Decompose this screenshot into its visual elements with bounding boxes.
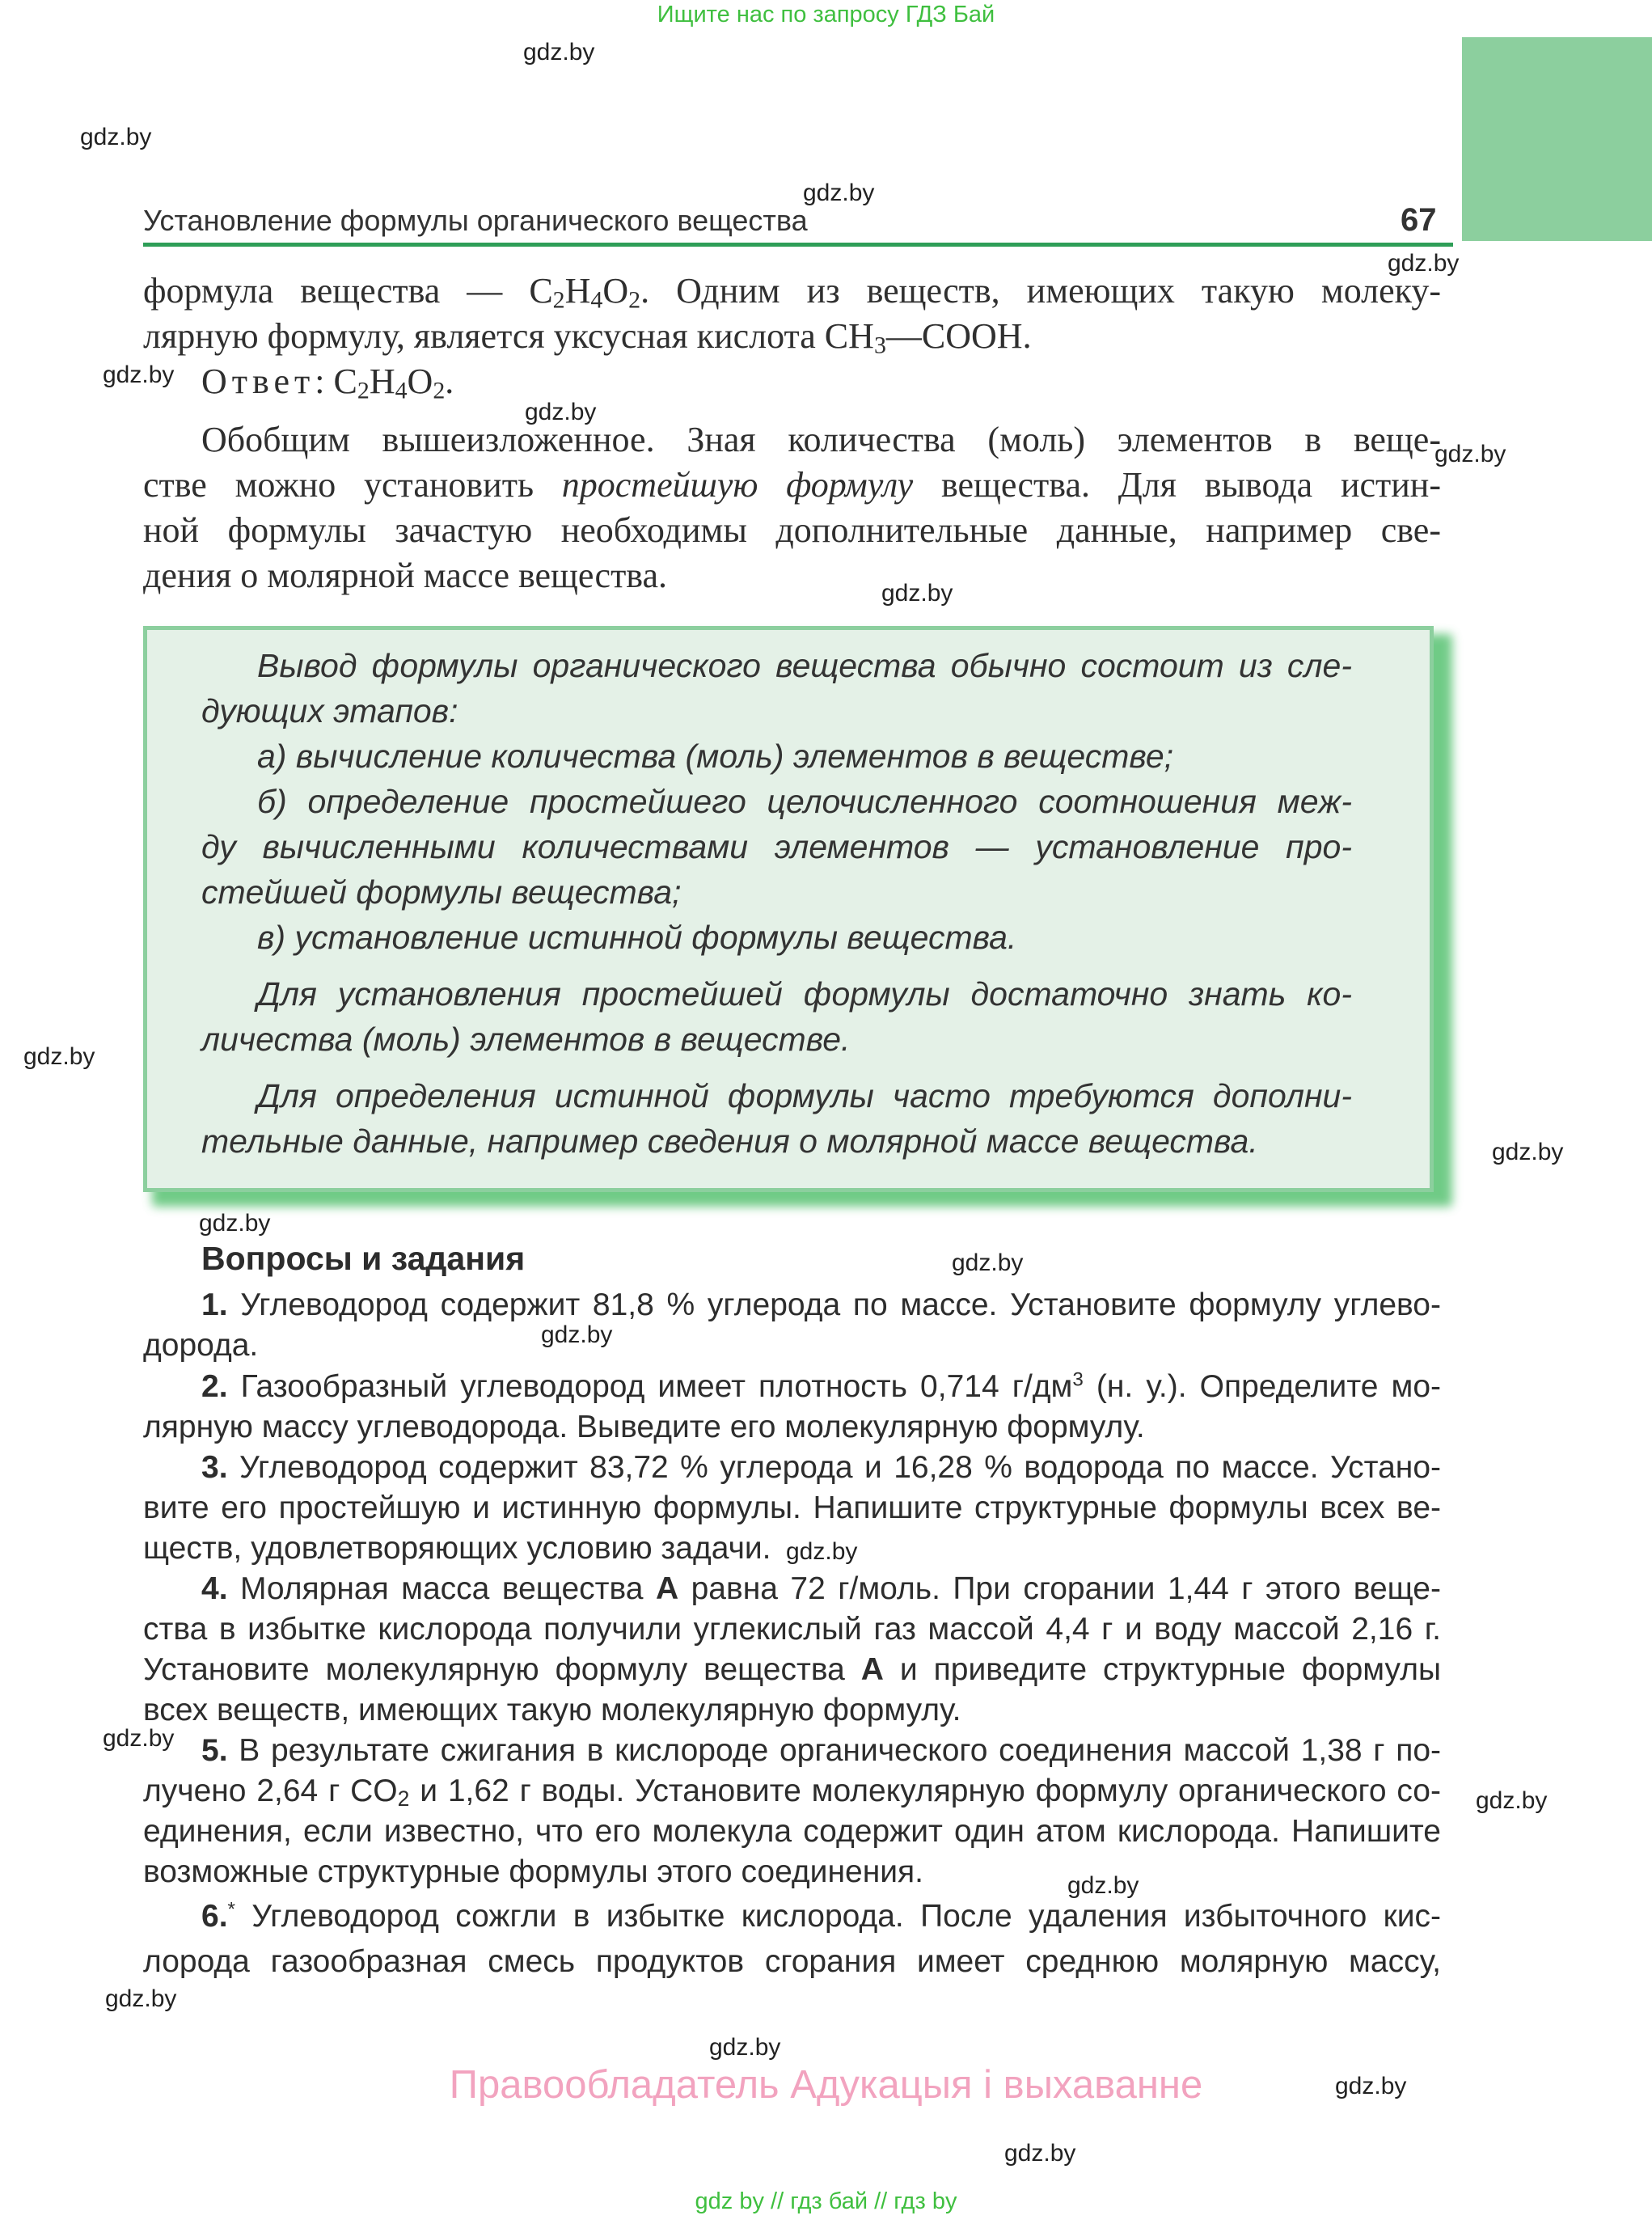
question-line: лорода газообразная смесь продуктов сгорания имеет среднюю молярную массу,	[143, 1944, 1441, 1979]
watermark: gdz.by	[541, 1321, 613, 1348]
question-line: единения, если известно, что его молекула содержит один атом кислорода. Напишите	[143, 1814, 1441, 1849]
watermark: gdz.by	[23, 1043, 95, 1070]
question-line: ства в избытке кислорода получили углекислый газ массой 4,4 г и воду массой 2,16 г.	[143, 1612, 1441, 1647]
paragraph-line: Обобщим вышеизложенное. Зная количества (моль) элементов в веще-	[201, 420, 1441, 459]
note-line: б) определение простейшего целочисленного соотношения меж-	[257, 783, 1352, 820]
note-line: тельные данные, например сведения о молярной массе вещества.	[201, 1123, 1258, 1160]
watermark: gdz.by	[80, 124, 152, 150]
question-4: 4. Молярная масса вещества А равна 72 г/моль. При сгорании 1,44 г этого веще-	[201, 1571, 1441, 1606]
question-2: 2. Газообразный углеводород имеет плотность 0,714 $г/дм^3$ (н. у.). Определите мо-	[201, 1368, 1442, 1404]
page-number: 67	[1401, 202, 1437, 238]
watermark: gdz.by	[1492, 1139, 1564, 1165]
watermark: gdz.by	[881, 580, 953, 607]
watermark: gdz.by	[1004, 2140, 1076, 2167]
watermark: gdz.by	[525, 399, 597, 425]
note-line: а) вычисление количества (моль) элементов в веществе;	[257, 738, 1174, 775]
watermark: gdz.by	[952, 1249, 1024, 1276]
note-line: Вывод формулы органического вещества обычно состоит из сле-	[257, 647, 1352, 684]
running-header-title: Установление формулы органического вещества	[143, 204, 808, 237]
question-1: 1. Углеводород содержит 81,8 % углерода по массе. Установите формулу углево-	[201, 1287, 1441, 1322]
question-line: всех веществ, имеющих такую молекулярную формулу.	[143, 1693, 961, 1727]
answer-line: Ответ: $C_2H_4O_2$.	[201, 362, 454, 404]
paragraph-line: дения о молярной массе вещества.	[143, 556, 668, 595]
note-line: личества (моль) элементов в веществе.	[201, 1021, 851, 1058]
top-search-note: Ищите нас по запросу ГДЗ Бай	[657, 2, 995, 27]
question-line: дорода.	[143, 1328, 259, 1363]
question-line: ществ, удовлетворяющих условию задачи.	[143, 1531, 771, 1566]
watermark: gdz.by	[1476, 1787, 1548, 1814]
watermark: gdz.by	[103, 362, 175, 388]
watermark: gdz.by	[1067, 1872, 1139, 1899]
paragraph-line: формула вещества — $C_2H_4O_2$. Одним из веществ, имеющих такую молеку-	[143, 271, 1442, 314]
question-line: лярную массу углеводорода. Выведите его молекулярную формулу.	[143, 1410, 1145, 1444]
watermark: gdz.by	[1434, 441, 1506, 467]
question-line: лучено 2,64 г $CO_2$ и 1,62 г воды. Установите молекулярную формулу органического со-	[143, 1774, 1441, 1811]
watermark: gdz.by	[199, 1210, 271, 1237]
copyright-notice: Правообладатель Адукацыя і выхаванне	[449, 2063, 1203, 2107]
question-3: 3. Углеводород содержит 83,72 % углерода и 16,28 % водорода по массе. Устано-	[201, 1450, 1441, 1485]
note-line: стейшей формулы вещества;	[201, 873, 682, 911]
section-title: Вопросы и задания	[201, 1240, 526, 1277]
note-line: ду вычисленными количествами элементов — установление про-	[201, 828, 1352, 865]
watermark: gdz.by	[1388, 250, 1460, 277]
watermark: gdz.by	[1335, 2073, 1407, 2099]
paragraph-line: ной формулы зачастую необходимы дополнительные данные, например све-	[143, 510, 1441, 550]
watermark: gdz.by	[709, 2034, 781, 2061]
question-5: 5. В результате сжигания в кислороде органического соединения массой 1,38 г по-	[201, 1733, 1441, 1768]
paragraph-line: лярную формулу, является уксусная кислота $CH_3—COOH$.	[143, 316, 1032, 359]
answer-label: Ответ	[201, 362, 315, 401]
question-line: вите его простейшую и истинную формулы. Напишите структурные формулы всех ве-	[143, 1490, 1441, 1525]
watermark: gdz.by	[523, 39, 595, 66]
watermark: gdz.by	[103, 1725, 175, 1752]
note-line: дующих этапов:	[201, 692, 458, 729]
header-rule	[143, 243, 1453, 247]
page-corner-tab	[1462, 37, 1652, 241]
question-6: 6.* Углеводород сожгли в избытке кислорода. После удаления избыточного кис-	[201, 1898, 1441, 1934]
emphasis-term: простейшую формулу	[561, 465, 914, 505]
note-line: в) установление истинной формулы вещества.	[257, 919, 1017, 956]
watermark: gdz.by	[786, 1538, 858, 1565]
note-line: Для определения истинной формулы часто требуются дополни-	[257, 1077, 1352, 1114]
footer-links: gdz by // гдз бай // гдз by	[695, 2188, 957, 2214]
question-line: Установите молекулярную формулу вещества А и приведите структурные формулы	[143, 1652, 1441, 1687]
question-line: возможные структурные формулы этого соединения.	[143, 1854, 923, 1889]
paragraph-line: стве можно установить простейшую формулу вещества. Для вывода истин-	[143, 465, 1441, 505]
watermark: gdz.by	[105, 1985, 177, 2012]
watermark: gdz.by	[803, 180, 875, 206]
note-line: Для установления простейшей формулы достаточно знать ко-	[257, 975, 1352, 1013]
